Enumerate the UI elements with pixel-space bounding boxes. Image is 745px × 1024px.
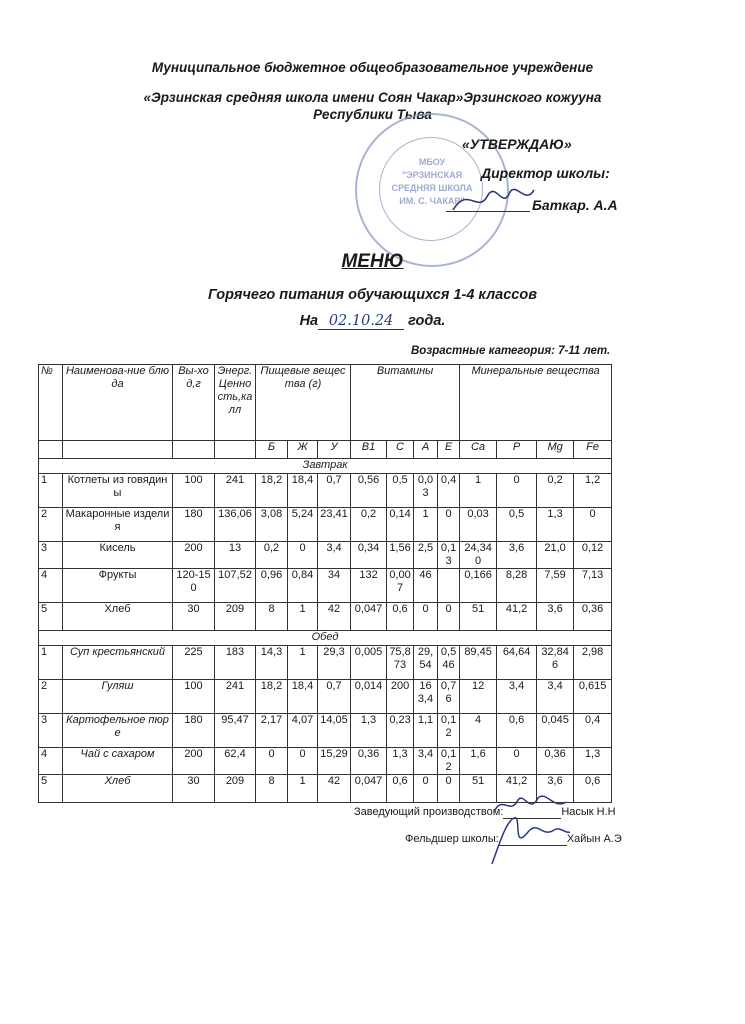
cell-value: 51 — [460, 775, 497, 803]
dish-name: Гуляш — [63, 680, 173, 714]
cell-value: 0,2 — [256, 542, 288, 569]
col-vitamins: Витамины — [351, 365, 460, 441]
director-name: Баткар. А.А — [532, 197, 618, 213]
cell-value: 120-150 — [173, 569, 215, 603]
cell-value: 95,47 — [215, 714, 256, 748]
cell-value: 8,28 — [497, 569, 537, 603]
dish-name: Хлеб — [63, 603, 173, 631]
row-number: 1 — [39, 646, 63, 680]
menu-row — [39, 714, 612, 748]
cell-value: 3,08 — [256, 508, 288, 542]
sub-header: Е — [438, 441, 460, 459]
cell-value: 42 — [318, 603, 351, 631]
cell-value: 0,36 — [351, 748, 387, 775]
org-name-line3: Республики Тыва — [313, 107, 432, 122]
cell-value: 0,047 — [351, 775, 387, 803]
cell-value: 30 — [173, 775, 215, 803]
cell-value: 0 — [497, 474, 537, 508]
row-number: 5 — [39, 775, 63, 803]
cell-value: 0,005 — [351, 646, 387, 680]
cell-value: 0,615 — [574, 680, 612, 714]
cell-value: 0,6 — [387, 775, 414, 803]
approval-label: «УТВЕРЖДАЮ» — [462, 136, 572, 152]
cell-value: 14,05 — [318, 714, 351, 748]
cell-value: 3,6 — [497, 542, 537, 569]
cell-value: 18,4 — [288, 680, 318, 714]
cell-value: 1,56 — [387, 542, 414, 569]
cell-value: 0,96 — [256, 569, 288, 603]
cell-value: 0,7 — [318, 680, 351, 714]
menu-title: МЕНЮ — [341, 251, 404, 272]
cell-value: 0,03 — [460, 508, 497, 542]
cell-value: 41,2 — [497, 603, 537, 631]
cell-value: 0,76 — [438, 680, 460, 714]
cell-value: 29,3 — [318, 646, 351, 680]
dish-name: Суп крестьянский — [63, 646, 173, 680]
sub-header: Fe — [574, 441, 612, 459]
col-num: № — [39, 365, 63, 441]
cell-value: 18,2 — [256, 680, 288, 714]
cell-value: 0,12 — [438, 748, 460, 775]
col-yield: Вы-ход,г — [173, 365, 215, 441]
cell-value: 7,13 — [574, 569, 612, 603]
cell-value: 0,4 — [574, 714, 612, 748]
menu-row — [39, 508, 612, 542]
cell-value: 3,4 — [318, 542, 351, 569]
menu-row — [39, 569, 612, 603]
sub-header: У — [318, 441, 351, 459]
cell-value — [438, 569, 460, 603]
cell-value: 0 — [414, 775, 438, 803]
date-prefix: На — [299, 313, 319, 329]
cell-value: 241 — [215, 474, 256, 508]
cell-value: 42 — [318, 775, 351, 803]
cell-value: 0,546 — [438, 646, 460, 680]
cell-value: 5,24 — [288, 508, 318, 542]
menu-date: 02.10.24 — [318, 313, 404, 330]
row-number: 3 — [39, 714, 63, 748]
cell-value: 0,34 — [351, 542, 387, 569]
cell-value: 0 — [288, 748, 318, 775]
cell-value: 7,59 — [537, 569, 574, 603]
dish-name: Кисель — [63, 542, 173, 569]
dish-name: Чай с сахаром — [63, 748, 173, 775]
cell-value: 8 — [256, 603, 288, 631]
cell-value: 0,23 — [387, 714, 414, 748]
cell-value: 225 — [173, 646, 215, 680]
medic-label: Фельдшер школы: — [405, 833, 499, 845]
cell-value: 100 — [173, 474, 215, 508]
cell-value: 23,41 — [318, 508, 351, 542]
cell-value: 180 — [173, 508, 215, 542]
cell-value: 0,84 — [288, 569, 318, 603]
cell-value: 209 — [215, 603, 256, 631]
manager-name: Насык Н.Н — [561, 806, 616, 818]
seal-line1: МБОУ — [418, 157, 446, 167]
cell-value: 0,4 — [438, 474, 460, 508]
sub-header: В1 — [351, 441, 387, 459]
cell-value: 1 — [414, 508, 438, 542]
cell-value: 2,5 — [414, 542, 438, 569]
cell-value: 136,06 — [215, 508, 256, 542]
menu-date-line — [0, 313, 745, 330]
seal-line3: СРЕДНЯЯ ШКОЛА — [391, 183, 473, 193]
cell-value: 0,5 — [387, 474, 414, 508]
sub-header: С — [387, 441, 414, 459]
age-category: Возрастные категория: 7-11 лет. — [411, 345, 611, 357]
cell-value: 200 — [387, 680, 414, 714]
col-energy: Энерг. Ценность,калл — [215, 365, 256, 441]
row-number: 1 — [39, 474, 63, 508]
director-signature — [448, 180, 538, 220]
row-number: 2 — [39, 680, 63, 714]
sub-header: Ca — [460, 441, 497, 459]
cell-value: 0,045 — [537, 714, 574, 748]
cell-value: 1,6 — [460, 748, 497, 775]
org-name-line1: Муниципальное бюджетное общеобразовательное учреждение — [151, 60, 594, 75]
cell-value: 0,36 — [537, 748, 574, 775]
cell-value: 241 — [215, 680, 256, 714]
section-label: Завтрак — [39, 459, 612, 474]
cell-value: 0 — [438, 508, 460, 542]
cell-value: 0,007 — [387, 569, 414, 603]
org-name-line2: «Эрзинская средняя школа имени Соян Чакар»Эрзинского кожууна — [143, 90, 602, 105]
cell-value: 200 — [173, 542, 215, 569]
cell-value: 75,873 — [387, 646, 414, 680]
row-number: 4 — [39, 569, 63, 603]
cell-value: 1 — [288, 646, 318, 680]
dish-name: Макаронные изделия — [63, 508, 173, 542]
dish-name: Картофельное пюре — [63, 714, 173, 748]
section-lunch — [39, 631, 612, 646]
cell-value: 41,2 — [497, 775, 537, 803]
menu-row — [39, 748, 612, 775]
sub-header: Б — [256, 441, 288, 459]
cell-value: 100 — [173, 680, 215, 714]
cell-value: 0,2 — [537, 474, 574, 508]
cell-value: 0 — [256, 748, 288, 775]
cell-value: 0,14 — [387, 508, 414, 542]
cell-value: 0 — [288, 542, 318, 569]
sub-header: Mg — [537, 441, 574, 459]
cell-value: 0,166 — [460, 569, 497, 603]
cell-value: 15,29 — [318, 748, 351, 775]
cell-value: 0,12 — [438, 714, 460, 748]
cell-value: 46 — [414, 569, 438, 603]
cell-value: 0 — [438, 603, 460, 631]
cell-value: 1,2 — [574, 474, 612, 508]
cell-value: 62,4 — [215, 748, 256, 775]
cell-value: 2,98 — [574, 646, 612, 680]
cell-value: 0,36 — [574, 603, 612, 631]
menu-row — [39, 474, 612, 508]
cell-value: 4 — [460, 714, 497, 748]
menu-subtitle: Горячего питания обучающихся 1-4 классов — [208, 287, 537, 303]
cell-value: 0,6 — [497, 714, 537, 748]
section-label: Обед — [39, 631, 612, 646]
seal-line2: "ЭРЗИНСКАЯ — [401, 170, 463, 180]
sub-header-row — [39, 441, 612, 459]
cell-value: 180 — [173, 714, 215, 748]
cell-value: 12 — [460, 680, 497, 714]
col-nutrients: Пищевые вещества (г) — [256, 365, 351, 441]
cell-value: 0,12 — [574, 542, 612, 569]
director-position: Директор школы: — [481, 165, 610, 181]
cell-value: 107,52 — [215, 569, 256, 603]
cell-value: 24,340 — [460, 542, 497, 569]
cell-value: 14,3 — [256, 646, 288, 680]
dish-name: Котлеты из говядины — [63, 474, 173, 508]
cell-value: 21,0 — [537, 542, 574, 569]
cell-value: 30 — [173, 603, 215, 631]
cell-value: 89,45 — [460, 646, 497, 680]
cell-value: 2,17 — [256, 714, 288, 748]
cell-value: 0,2 — [351, 508, 387, 542]
cell-value: 51 — [460, 603, 497, 631]
row-number: 3 — [39, 542, 63, 569]
cell-value: 1,3 — [537, 508, 574, 542]
sub-header: P — [497, 441, 537, 459]
cell-value: 1 — [288, 603, 318, 631]
dish-name: Фрукты — [63, 569, 173, 603]
cell-value: 0,03 — [414, 474, 438, 508]
cell-value: 183 — [215, 646, 256, 680]
cell-value: 1 — [288, 775, 318, 803]
cell-value: 13 — [215, 542, 256, 569]
cell-value: 0 — [574, 508, 612, 542]
medic-signature — [482, 812, 572, 872]
cell-value: 1,3 — [351, 714, 387, 748]
cell-value: 0 — [414, 603, 438, 631]
cell-value: 8 — [256, 775, 288, 803]
cell-value: 3,4 — [497, 680, 537, 714]
manager-label: Заведующий производством: — [354, 806, 504, 818]
cell-value: 0 — [438, 775, 460, 803]
cell-value: 200 — [173, 748, 215, 775]
cell-value: 132 — [351, 569, 387, 603]
medic-name: Хайын А.Э — [566, 833, 622, 845]
col-name: Наименова-ние блюда — [63, 365, 173, 441]
cell-value: 18,4 — [288, 474, 318, 508]
cell-value: 0,5 — [497, 508, 537, 542]
cell-value: 0,7 — [318, 474, 351, 508]
menu-row — [39, 680, 612, 714]
seal-line4: ИМ. С. ЧАКАР" — [399, 196, 465, 206]
cell-value: 0 — [497, 748, 537, 775]
row-number: 4 — [39, 748, 63, 775]
date-suffix: года. — [408, 313, 446, 329]
cell-value: 18,2 — [256, 474, 288, 508]
cell-value: 4,07 — [288, 714, 318, 748]
cell-value: 0,13 — [438, 542, 460, 569]
menu-table — [38, 364, 612, 803]
dish-name: Хлеб — [63, 775, 173, 803]
cell-value: 3,6 — [537, 775, 574, 803]
cell-value: 1,1 — [414, 714, 438, 748]
section-breakfast — [39, 459, 612, 474]
cell-value: 32,846 — [537, 646, 574, 680]
cell-value: 163,4 — [414, 680, 438, 714]
cell-value: 0,56 — [351, 474, 387, 508]
cell-value: 3,4 — [414, 748, 438, 775]
cell-value: 1,3 — [574, 748, 612, 775]
cell-value: 1,3 — [387, 748, 414, 775]
sub-header: Ж — [288, 441, 318, 459]
cell-value: 0,6 — [387, 603, 414, 631]
cell-value: 209 — [215, 775, 256, 803]
col-minerals: Минеральные вещества — [460, 365, 612, 441]
menu-row — [39, 603, 612, 631]
cell-value: 3,4 — [537, 680, 574, 714]
cell-value: 29,54 — [414, 646, 438, 680]
row-number: 5 — [39, 603, 63, 631]
row-number: 2 — [39, 508, 63, 542]
cell-value: 34 — [318, 569, 351, 603]
cell-value: 0,047 — [351, 603, 387, 631]
cell-value: 0,6 — [574, 775, 612, 803]
menu-row — [39, 646, 612, 680]
cell-value: 1 — [460, 474, 497, 508]
cell-value: 64,64 — [497, 646, 537, 680]
menu-row — [39, 542, 612, 569]
cell-value: 0,014 — [351, 680, 387, 714]
sub-header: А — [414, 441, 438, 459]
cell-value: 3,6 — [537, 603, 574, 631]
